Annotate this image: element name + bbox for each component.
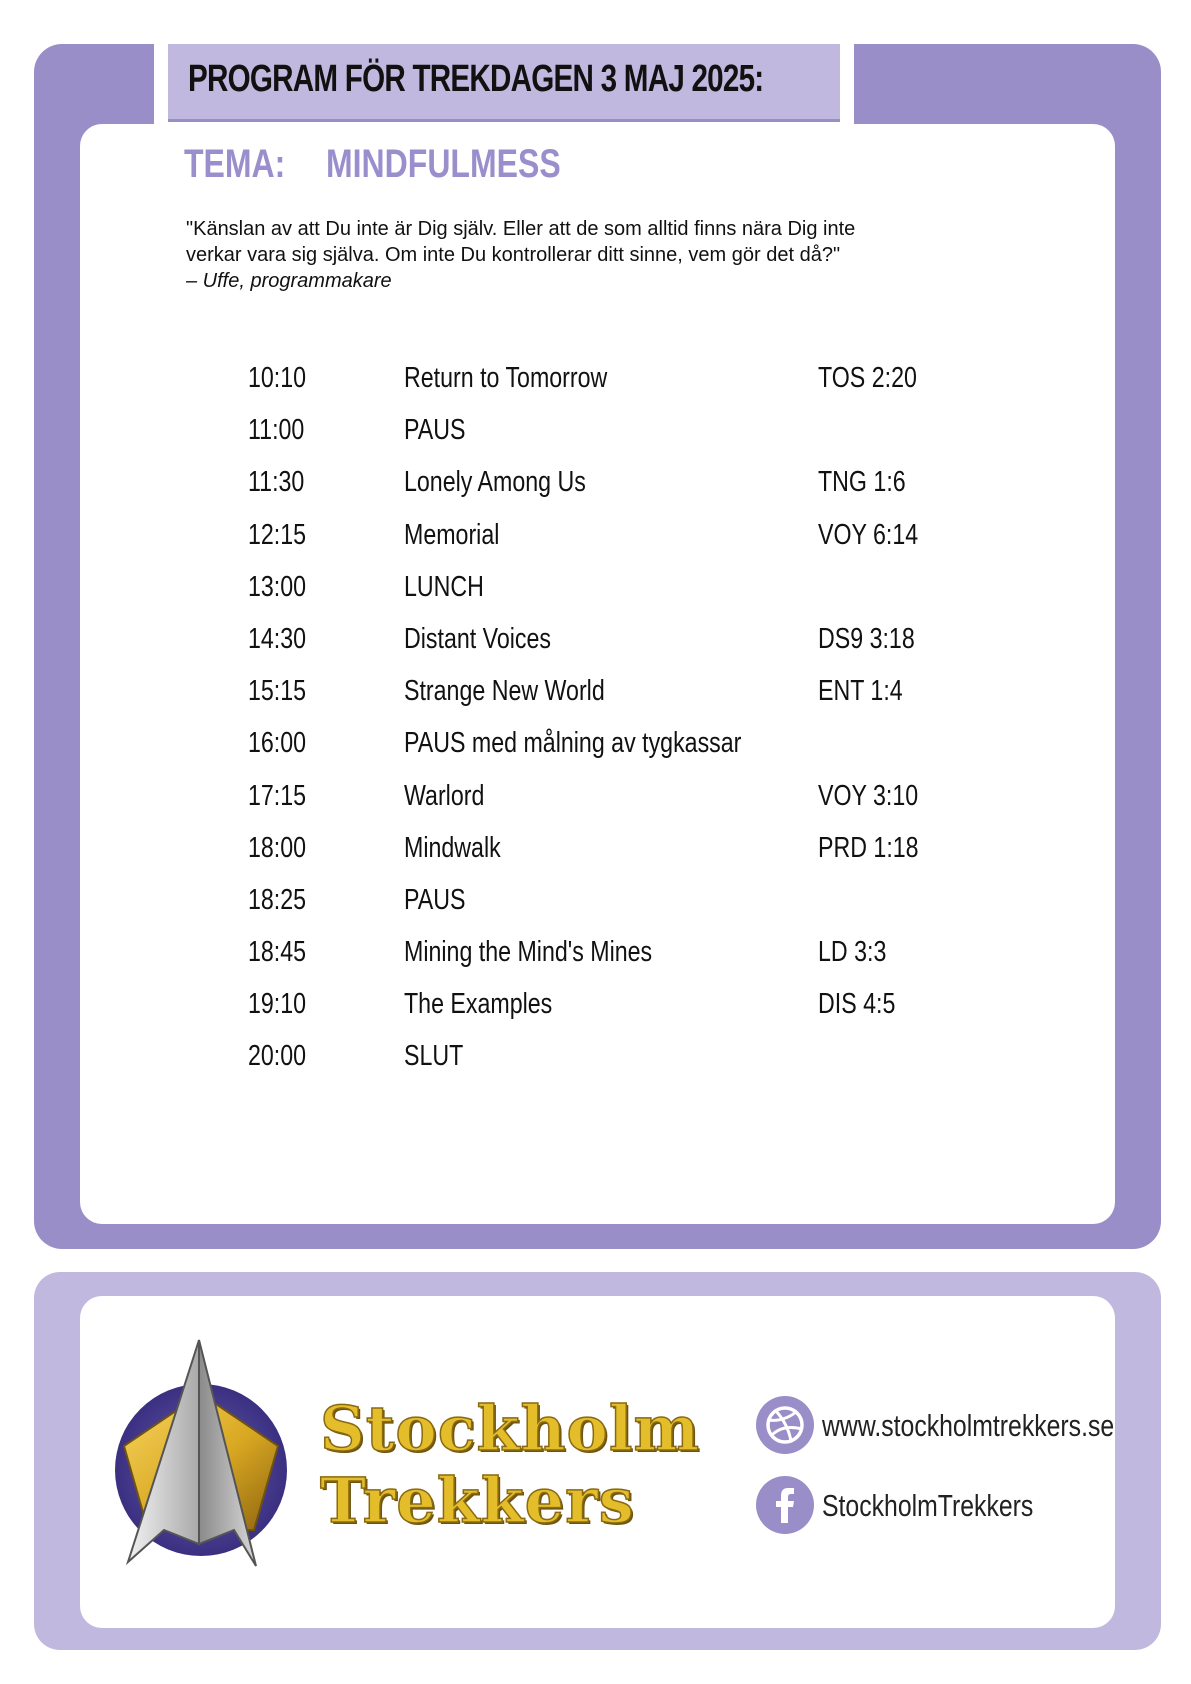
facebook-icon (756, 1476, 814, 1534)
schedule-time: 17:15 (248, 779, 307, 812)
schedule-episode-code: VOY 3:10 (818, 779, 919, 812)
schedule-row (248, 936, 1008, 988)
schedule-title: Mining the Mind's Mines (404, 936, 653, 969)
schedule-title: Return to Tomorrow (404, 362, 608, 394)
website-link[interactable] (756, 1396, 1115, 1454)
schedule-title: PAUS (404, 414, 466, 447)
schedule-row (248, 519, 1008, 571)
schedule-time: 11:00 (248, 414, 305, 447)
facebook-page-name[interactable]: StockholmTrekkers (822, 1488, 1034, 1523)
schedule-list (248, 362, 1008, 1093)
schedule-time: 18:00 (248, 831, 307, 864)
schedule-row (248, 571, 1008, 623)
schedule-episode-code: ENT 1:4 (818, 675, 903, 708)
schedule-time: 20:00 (248, 1040, 307, 1073)
program-card (80, 124, 1115, 1224)
starfleet-delta-logo (106, 1334, 296, 1578)
schedule-time: 10:10 (248, 362, 307, 394)
schedule-row (248, 362, 1008, 414)
schedule-time: 13:00 (248, 570, 307, 603)
schedule-title: Distant Voices (404, 622, 552, 655)
schedule-title: The Examples (404, 988, 553, 1021)
schedule-time: 14:30 (248, 622, 307, 655)
quote-line: verkar vara sig själva. Om inte Du kontrollerar ditt sinne, vem gör det då?" (186, 244, 841, 266)
facebook-link[interactable] (756, 1476, 1096, 1534)
theme-value: MINDFULMESS (326, 142, 561, 186)
schedule-episode-code: LD 3:3 (818, 936, 887, 969)
schedule-row (248, 780, 1008, 832)
schedule-title: Memorial (404, 518, 500, 551)
schedule-title: PAUS med målning av tygkassar (404, 727, 742, 760)
schedule-row (248, 884, 1008, 936)
brand-name-line: Stockholm (320, 1392, 701, 1465)
schedule-title: Strange New World (404, 675, 605, 708)
schedule-row (248, 727, 1008, 779)
schedule-title: SLUT (404, 1040, 464, 1073)
schedule-episode-code: DS9 3:18 (818, 622, 915, 655)
page-title: PROGRAM FÖR TREKDAGEN 3 MAJ 2025: (188, 58, 764, 100)
schedule-time: 11:30 (248, 466, 305, 499)
website-url[interactable]: www.stockholmtrekkers.se (822, 1408, 1115, 1443)
schedule-episode-code: TOS 2:20 (818, 362, 917, 394)
schedule-title: LUNCH (404, 570, 484, 603)
schedule-row (248, 466, 1008, 518)
quote-block (186, 216, 946, 294)
schedule-time: 12:15 (248, 518, 307, 551)
schedule-title: PAUS (404, 883, 466, 916)
schedule-row (248, 675, 1008, 727)
schedule-time: 16:00 (248, 727, 307, 760)
schedule-episode-code: VOY 6:14 (818, 518, 919, 551)
schedule-row (248, 623, 1008, 675)
schedule-episode-code: DIS 4:5 (818, 988, 896, 1021)
schedule-row (248, 1040, 1008, 1092)
schedule-time: 18:45 (248, 936, 307, 969)
schedule-row (248, 988, 1008, 1040)
quote-attribution: – Uffe, programmakare (186, 270, 392, 292)
schedule-row (248, 414, 1008, 466)
schedule-title: Lonely Among Us (404, 466, 586, 499)
schedule-time: 19:10 (248, 988, 307, 1021)
dribbble-icon (756, 1396, 814, 1454)
schedule-row (248, 832, 1008, 884)
schedule-episode-code: TNG 1:6 (818, 466, 906, 499)
schedule-time: 15:15 (248, 675, 307, 708)
footer-card (80, 1296, 1115, 1628)
schedule-episode-code: PRD 1:18 (818, 831, 919, 864)
schedule-time: 18:25 (248, 883, 307, 916)
theme-label: TEMA: (184, 142, 286, 186)
quote-line: "Känslan av att Du inte är Dig själv. Eller att de som alltid finns nära Dig inte (186, 218, 856, 240)
schedule-title: Warlord (404, 779, 485, 812)
header-band (168, 44, 840, 122)
schedule-title: Mindwalk (404, 831, 501, 864)
brand-name-line: Trekkers (320, 1464, 635, 1537)
